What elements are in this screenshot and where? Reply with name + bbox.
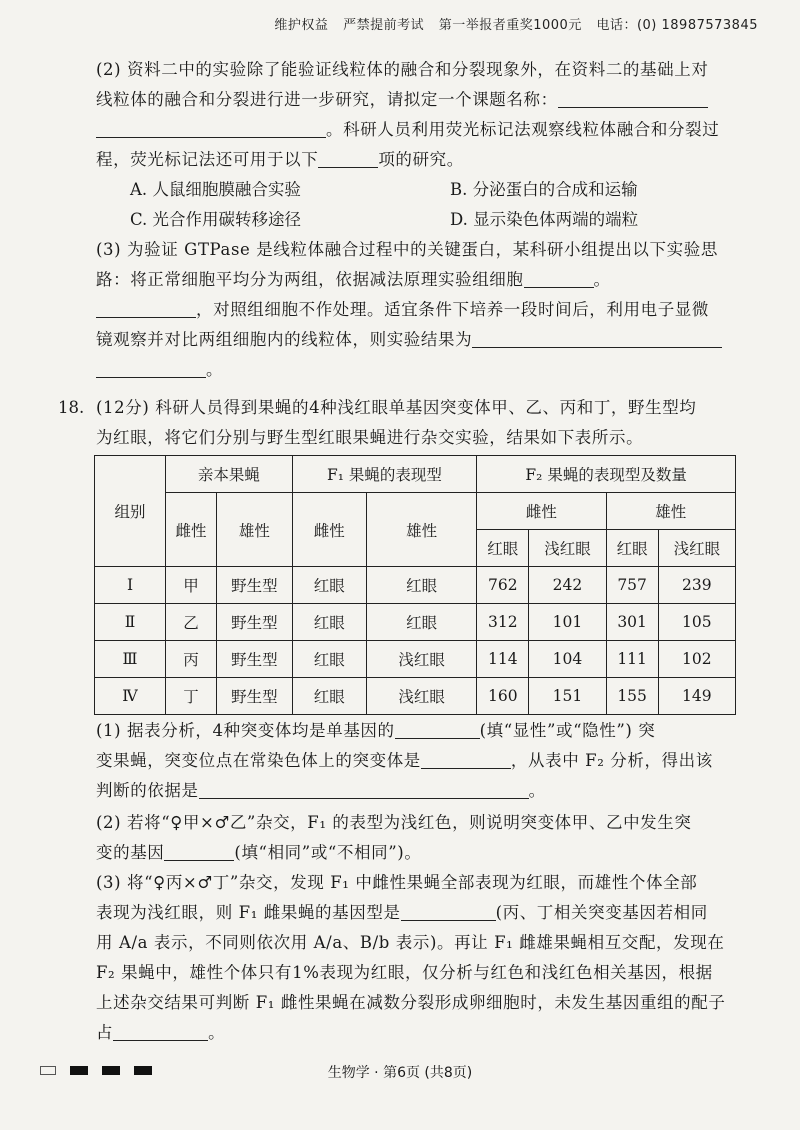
q17-3-line5-end: 。 bbox=[206, 360, 224, 379]
th-parent-female: 雌性 bbox=[166, 493, 217, 567]
th-f2-female-red: 红眼 bbox=[477, 530, 529, 567]
cell-f1-female: 红眼 bbox=[292, 678, 366, 715]
table-row bbox=[95, 567, 736, 604]
q18-2-line2-text: 变的基因 bbox=[96, 843, 165, 862]
cell-f1-male: 浅红眼 bbox=[366, 678, 476, 715]
cell-f2-female-red: 762 bbox=[477, 567, 529, 604]
q18-3-line1: (3) 将“♀丙×♂丁”杂交，发现 F₁ 中雌性果蝇全部表现为红眼，而雄性个体全部 bbox=[96, 873, 698, 892]
q17-3-line4-text: 镜观察并对比两组细胞内的线粒体，则实验结果为 bbox=[96, 330, 473, 349]
answer-blank[interactable] bbox=[395, 720, 480, 739]
answer-blank[interactable] bbox=[421, 750, 511, 769]
cell-parent-male: 野生型 bbox=[216, 641, 292, 678]
cross-results-table bbox=[94, 455, 736, 715]
cell-f1-male: 红眼 bbox=[366, 604, 476, 641]
answer-blank[interactable] bbox=[401, 902, 496, 921]
answer-blank[interactable] bbox=[96, 359, 206, 378]
th-f1-male: 雄性 bbox=[366, 493, 476, 567]
q18-3-line6 bbox=[96, 1018, 736, 1048]
q17-part3 bbox=[96, 235, 736, 385]
q17-3-line3 bbox=[96, 295, 736, 325]
th-group: 组别 bbox=[95, 456, 166, 567]
cell-f1-female: 红眼 bbox=[292, 604, 366, 641]
q17-2-line1: (2) 资料二中的实验除了能验证线粒体的融合和分裂现象外，在资料二的基础上对 bbox=[96, 60, 709, 79]
q18-1-line2 bbox=[96, 746, 736, 776]
cell-f2-male-red: 757 bbox=[606, 567, 658, 604]
page-footer: 生物学 · 第6页 (共8页) bbox=[327, 1065, 473, 1081]
cell-f1-male: 红眼 bbox=[366, 567, 476, 604]
cell-group: Ⅱ bbox=[95, 604, 166, 641]
q18-3-line3: 用 A/a 表示，不同则依次用 A/a、B/b 表示)。再让 F₁ 雌雄果蝇相互交配，发现在 bbox=[96, 933, 725, 952]
q17-2-line4-end: 项的研究。 bbox=[378, 150, 464, 169]
option-a: A. 人鼠细胞膜融合实验 bbox=[130, 180, 301, 199]
q18-part1 bbox=[96, 716, 736, 806]
cell-parent-male: 野生型 bbox=[216, 678, 292, 715]
cell-parent-male: 野生型 bbox=[216, 567, 292, 604]
q18-1-line3-text: 判断的依据是 bbox=[96, 781, 199, 800]
answer-blank[interactable] bbox=[524, 269, 594, 288]
q17-3-line2-end: 。 bbox=[593, 270, 611, 289]
header-phone: 电话：(0) 18987573845 bbox=[596, 18, 758, 33]
th-f2-male-light: 浅红眼 bbox=[658, 530, 735, 567]
answer-blank[interactable] bbox=[113, 1022, 208, 1041]
cell-parent-female: 丁 bbox=[166, 678, 217, 715]
answer-blank[interactable] bbox=[558, 89, 708, 108]
q17-3-line3-text: ，对照组细胞不作处理。适宜条件下培养一段时间后，利用电子显微 bbox=[196, 300, 709, 319]
q18-1-line3-end: 。 bbox=[528, 781, 546, 800]
answer-blank[interactable] bbox=[318, 149, 378, 168]
q17-2-line2 bbox=[96, 85, 736, 115]
table-row bbox=[95, 641, 736, 678]
cell-f1-female: 红眼 bbox=[292, 567, 366, 604]
cell-group: Ⅳ bbox=[95, 678, 166, 715]
q17-2-line3-text: 。科研人员利用荧光标记法观察线粒体融合和分裂过 bbox=[326, 120, 720, 139]
cell-parent-male: 野生型 bbox=[216, 604, 292, 641]
option-d: D. 显示染色体两端的端粒 bbox=[450, 210, 639, 229]
th-f2: F₂ 果蝇的表现型及数量 bbox=[477, 456, 736, 493]
cell-f2-male-light: 239 bbox=[658, 567, 735, 604]
q18-1-line2-text: 变果蝇，突变位点在常染色体上的突变体是 bbox=[96, 751, 421, 770]
option-c: C. 光合作用碳转移途径 bbox=[130, 210, 302, 229]
answer-blank[interactable] bbox=[199, 780, 529, 799]
q17-options bbox=[130, 175, 730, 235]
cell-f2-female-light: 242 bbox=[529, 567, 606, 604]
q18-1-line1-text: (1) 据表分析，4种突变体均是单基因的 bbox=[96, 721, 395, 740]
cell-parent-female: 丙 bbox=[166, 641, 217, 678]
th-f1-female: 雌性 bbox=[292, 493, 366, 567]
q18-1-line1 bbox=[96, 716, 736, 746]
q17-2-line2-text: 线粒体的融合和分裂进行进一步研究，请拟定一个课题名称： bbox=[96, 90, 558, 109]
cell-f1-male: 浅红眼 bbox=[366, 641, 476, 678]
q18-part3 bbox=[96, 868, 736, 1048]
cell-f2-male-light: 102 bbox=[658, 641, 735, 678]
cell-group: Ⅲ bbox=[95, 641, 166, 678]
q18-line2: 为红眼，将它们分别与野生型红眼果蝇进行杂交实验，结果如下表所示。 bbox=[96, 428, 644, 447]
q18-part2 bbox=[96, 808, 736, 868]
q18-3-line5: 上述杂交结果可判断 F₁ 雌性果蝇在减数分裂形成卵细胞时，未发生基因重组的配子 bbox=[96, 993, 726, 1012]
q17-3-line4 bbox=[96, 325, 736, 355]
cell-parent-female: 乙 bbox=[166, 604, 217, 641]
q18-3-line2 bbox=[96, 898, 736, 928]
q17-3-line1: (3) 为验证 GTPase 是线粒体融合过程中的关键蛋白，某科研小组提出以下实验思 bbox=[96, 240, 718, 259]
q17-part2 bbox=[96, 55, 736, 175]
cell-parent-female: 甲 bbox=[166, 567, 217, 604]
th-f2-female: 雌性 bbox=[477, 493, 606, 530]
q18-2-line2-end: (填“相同”或“不相同”)。 bbox=[234, 843, 422, 862]
answer-blank[interactable] bbox=[96, 119, 326, 138]
cell-f2-male-light: 105 bbox=[658, 604, 735, 641]
q18-intro bbox=[96, 393, 736, 453]
q17-2-line3 bbox=[96, 115, 736, 145]
cell-f2-female-red: 160 bbox=[477, 678, 529, 715]
q18-3-line4: F₂ 果蝇中，雄性个体只有1%表现为红眼，仅分析与红色和浅红色相关基因，根据 bbox=[96, 963, 713, 982]
q18-1-line1-end: (填“显性”或“隐性”) 突 bbox=[479, 721, 656, 740]
q18-1-line2-end: ，从表中 F₂ 分析，得出该 bbox=[510, 751, 713, 770]
header-reward: 第一举报者重奖1000元 bbox=[438, 18, 582, 33]
cell-f2-female-red: 114 bbox=[477, 641, 529, 678]
q18-3-line2-end: (丙、丁相关突变基因若相同 bbox=[495, 903, 708, 922]
cell-f1-female: 红眼 bbox=[292, 641, 366, 678]
th-f2-female-light: 浅红眼 bbox=[529, 530, 606, 567]
cell-f2-female-red: 312 bbox=[477, 604, 529, 641]
th-f1: F₁ 果蝇的表现型 bbox=[292, 456, 477, 493]
table-row bbox=[95, 604, 736, 641]
q18-3-line6-end: 。 bbox=[208, 1023, 226, 1042]
q17-3-line5 bbox=[96, 355, 736, 385]
cell-f2-male-red: 301 bbox=[606, 604, 658, 641]
answer-blank[interactable] bbox=[164, 842, 234, 861]
q18-2-line1: (2) 若将“♀甲×♂乙”杂交，F₁ 的表型为浅红色，则说明突变体甲、乙中发生突 bbox=[96, 813, 692, 832]
option-b: B. 分泌蛋白的合成和运输 bbox=[450, 180, 638, 199]
question-number: 18. bbox=[58, 398, 85, 417]
cell-f2-female-light: 101 bbox=[529, 604, 606, 641]
th-f2-male: 雄性 bbox=[606, 493, 735, 530]
th-parent-male: 雄性 bbox=[216, 493, 292, 567]
header-warning: 严禁提前考试 bbox=[343, 18, 425, 33]
q17-3-line2-text: 路：将正常细胞平均分为两组，依据减法原理实验组细胞 bbox=[96, 270, 524, 289]
cell-f2-female-light: 104 bbox=[529, 641, 606, 678]
cell-group: Ⅰ bbox=[95, 567, 166, 604]
q18-3-line6-text: 占 bbox=[96, 1023, 114, 1042]
q18-2-line2 bbox=[96, 838, 736, 868]
cell-f2-female-light: 151 bbox=[529, 678, 606, 715]
cell-f2-male-light: 149 bbox=[658, 678, 735, 715]
cell-f2-male-red: 155 bbox=[606, 678, 658, 715]
header-rights: 维护权益 bbox=[274, 18, 329, 33]
cell-f2-male-red: 111 bbox=[606, 641, 658, 678]
q18-line1: (12分) 科研人员得到果蝇的4种浅红眼单基因突变体甲、乙、丙和丁，野生型均 bbox=[96, 398, 697, 417]
q17-3-line2 bbox=[96, 265, 736, 295]
answer-blank[interactable] bbox=[472, 329, 722, 348]
th-parent: 亲本果蝇 bbox=[166, 456, 293, 493]
q17-2-line4 bbox=[96, 145, 736, 175]
table-row bbox=[95, 678, 736, 715]
answer-blank[interactable] bbox=[96, 299, 196, 318]
q17-2-line4-text: 程，荧光标记法还可用于以下 bbox=[96, 150, 319, 169]
page-header bbox=[264, 14, 758, 33]
q18-1-line3 bbox=[96, 776, 736, 806]
q18-3-line2-text: 表现为浅红眼，则 F₁ 雌果蝇的基因型是 bbox=[96, 903, 401, 922]
th-f2-male-red: 红眼 bbox=[606, 530, 658, 567]
